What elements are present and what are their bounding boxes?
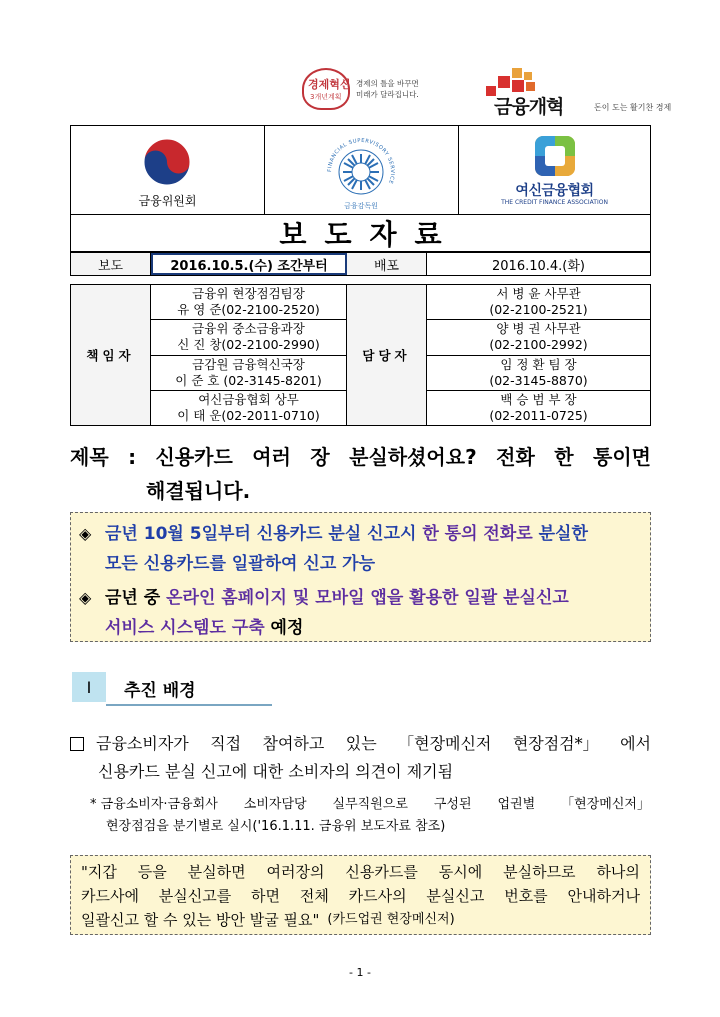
- quote-word: 분실신고를: [158, 887, 232, 905]
- responsible-entry: [151, 320, 346, 355]
- release-info-row: [70, 252, 651, 276]
- subject-heading: [70, 440, 660, 508]
- diamond-bullet-icon: ◈: [79, 588, 92, 607]
- financial-reform-logo: [482, 66, 712, 122]
- fss-ring-text: FINANCIAL SUPERVISORY SERVICE: [326, 137, 396, 185]
- reform-sub: 돈이 도는 활기찬 경제: [594, 103, 672, 112]
- staff-title: 임 정 환 팀 장: [500, 356, 577, 372]
- quote-line: [81, 860, 640, 884]
- footnote-word: 구성된: [433, 797, 472, 812]
- quote-word: 여러장의: [266, 863, 325, 881]
- quote-word: 분실하므로: [503, 863, 576, 881]
- summary-text: 모든 신용카드를 일괄하여 신고 가능: [105, 554, 376, 574]
- subject-word: 장: [310, 445, 330, 469]
- body-word: 있는: [345, 734, 377, 753]
- reform-title: 금융개혁: [494, 96, 564, 118]
- checkbox-square-icon: [70, 737, 84, 751]
- summary-text: 금년 10월 5일부터 신용카드 분실 신고시: [105, 524, 423, 544]
- cfa-cell: [459, 126, 650, 214]
- diamond-bullet-icon: ◈: [79, 524, 92, 543]
- agency-logo-table: [70, 125, 651, 215]
- contacts-table: [70, 284, 651, 426]
- staff-phone: (02-2100-2521): [489, 302, 588, 318]
- responsible-entry: [151, 285, 346, 320]
- responsible-title: 금감원 금융혁신국장: [192, 356, 305, 372]
- body-line-2: 신용카드 분실 신고에 대한 소비자의 의견이 제기됨: [98, 762, 454, 781]
- staff-column: [427, 285, 650, 425]
- fsc-name: 금융위원회: [138, 194, 197, 208]
- summary-text: 금년 중: [105, 588, 167, 608]
- subject-prefix: 제목: [70, 445, 109, 469]
- summary-box: [70, 512, 651, 642]
- body-word: 「현장메신저: [398, 734, 492, 753]
- gyeongje-slogan-2: 미래가 달라집니다.: [356, 90, 419, 99]
- responsible-title: 금융위 현장점검팀장: [192, 286, 305, 302]
- quote-word: 번호를: [504, 887, 548, 905]
- subject-colon: :: [128, 445, 137, 469]
- section-heading: [72, 672, 272, 706]
- quote-source: (카드업권 현장메신저): [327, 912, 455, 927]
- section-number: Ⅰ: [72, 672, 106, 702]
- footnote-word: * 금융소비자·금융회사: [90, 797, 218, 812]
- footnote-word: 「현장메신저」: [561, 797, 650, 812]
- responsible-column: [151, 285, 347, 425]
- responsible-name: 유 영 준(02-2100-2520): [177, 302, 320, 318]
- cfa-emblem-icon: [535, 136, 575, 176]
- footnote-line-2: 현장점검을 분기별로 실시('16.1.11. 금융위 보도자료 참조): [106, 819, 446, 834]
- quote-line: [81, 908, 640, 932]
- quote-word: 분실하면: [187, 863, 246, 881]
- body-word: 현장점검*」: [512, 734, 599, 753]
- staff-title: 백 승 범 부 장: [500, 391, 577, 407]
- gyeongje-slogan: [356, 78, 466, 100]
- gyeongje-logo: [302, 68, 352, 112]
- press-release-title-text: 보도자료: [279, 218, 460, 251]
- summary-item: [79, 583, 640, 643]
- summary-text: 분실한: [532, 524, 588, 544]
- top-logos: [296, 66, 716, 122]
- quote-word: 카드사의: [348, 887, 407, 905]
- section-title: 추진 배경: [124, 681, 196, 701]
- quote-word: 분실신고: [426, 887, 485, 905]
- staff-entry: [427, 391, 650, 425]
- quote-word: 전체: [299, 887, 329, 905]
- staff-label: 담당자: [347, 285, 427, 425]
- footnote-word: 실무직원으로: [332, 797, 408, 812]
- subject-word: 한: [554, 445, 574, 469]
- fss-cell: [265, 126, 459, 214]
- footnote-word: 소비자담당: [243, 797, 307, 812]
- footnote-line-1: [90, 794, 650, 816]
- distribution-label: 배포: [347, 253, 427, 275]
- staff-title: 서 병 윤 사무관: [496, 286, 581, 302]
- fss-emblem-icon: [321, 132, 401, 212]
- section-underline: [106, 704, 272, 706]
- subject-line-1: [70, 440, 651, 474]
- staff-phone: (02-2100-2992): [489, 337, 588, 353]
- summary-highlight: 한 통의 전화로: [422, 524, 533, 544]
- responsible-name: 이 태 운(02-2011-0710): [177, 407, 320, 423]
- release-date: 2016.10.5.(수) 조간부터: [151, 253, 347, 275]
- responsible-name: 신 진 창(02-2100-2990): [177, 337, 320, 353]
- taegeuk-icon: [143, 138, 191, 186]
- staff-entry: [427, 285, 650, 320]
- responsible-entry: [151, 356, 346, 391]
- footnote: [90, 794, 660, 838]
- cfa-english-name: THE CREDIT FINANCE ASSOCIATION: [501, 199, 608, 206]
- subject-word: 여러: [252, 445, 291, 469]
- gyeongje-slogan-1: 경제의 틀을 바꾸면: [356, 79, 419, 88]
- body-word: 참여하고: [262, 734, 325, 753]
- quote-word: 동시에: [438, 863, 483, 881]
- body-word: 금융소비자가: [96, 734, 189, 753]
- gyeongje-logo-title: 경제혁신: [308, 78, 351, 91]
- footnote-word: 업권별: [497, 797, 536, 812]
- staff-entry: [427, 320, 650, 355]
- summary-highlight: 온라인 홈페이지 및 모바일 앱을 활용한 일괄 분실신고: [166, 588, 569, 608]
- summary-text: 예정: [264, 618, 304, 638]
- body-line-1: [70, 730, 651, 758]
- staff-entry: [427, 356, 650, 391]
- page-number: - 1 -: [349, 966, 371, 979]
- subject-word: 분실하셨어요?: [349, 445, 477, 469]
- press-release-title: [70, 215, 651, 252]
- body-word: 에서: [620, 734, 651, 753]
- body-word: 직접: [210, 734, 242, 753]
- quote-word: 안내하거나: [567, 887, 640, 905]
- quote-box: [70, 855, 651, 935]
- staff-phone: (02-3145-8870): [489, 372, 588, 388]
- quote-text: 일괄신고 할 수 있는 방안 발굴 필요": [81, 911, 320, 929]
- responsible-entry: [151, 391, 346, 425]
- distribution-date: 2016.10.4.(화): [492, 258, 585, 274]
- quote-word: 등을: [137, 863, 167, 881]
- quote-word: 신용카드를: [345, 863, 418, 881]
- staff-title: 양 병 권 사무관: [496, 321, 581, 337]
- gyeongje-logo-sub: 3개년계획: [310, 93, 342, 101]
- quote-word: 하면: [251, 887, 281, 905]
- quote-line: [81, 884, 640, 908]
- responsible-label: 책임자: [71, 285, 151, 425]
- subject-line-2: 해결됩니다.: [146, 479, 251, 503]
- fss-name-text: 금융감독원: [344, 202, 378, 210]
- fsc-cell: [71, 126, 265, 214]
- release-label: 보도: [71, 253, 151, 275]
- subject-word: 전화: [496, 445, 535, 469]
- quote-word: "지갑: [81, 863, 117, 881]
- subject-word: 통이면: [593, 445, 651, 469]
- quote-word: 하나의: [596, 863, 640, 881]
- staff-phone: (02-2011-0725): [489, 407, 588, 423]
- body-paragraph: [70, 730, 660, 786]
- cfa-name: 여신금융협회: [515, 183, 594, 199]
- subject-word: 신용카드: [155, 445, 233, 469]
- responsible-title: 여신금융협회 상무: [198, 391, 299, 407]
- summary-item: [79, 519, 640, 579]
- responsible-title: 금융위 중소금융과장: [192, 321, 305, 337]
- summary-highlight: 서비스 시스템도 구축: [105, 618, 265, 638]
- responsible-name: 이 준 호 (02-3145-8201): [175, 372, 322, 388]
- quote-word: 카드사에: [81, 887, 139, 905]
